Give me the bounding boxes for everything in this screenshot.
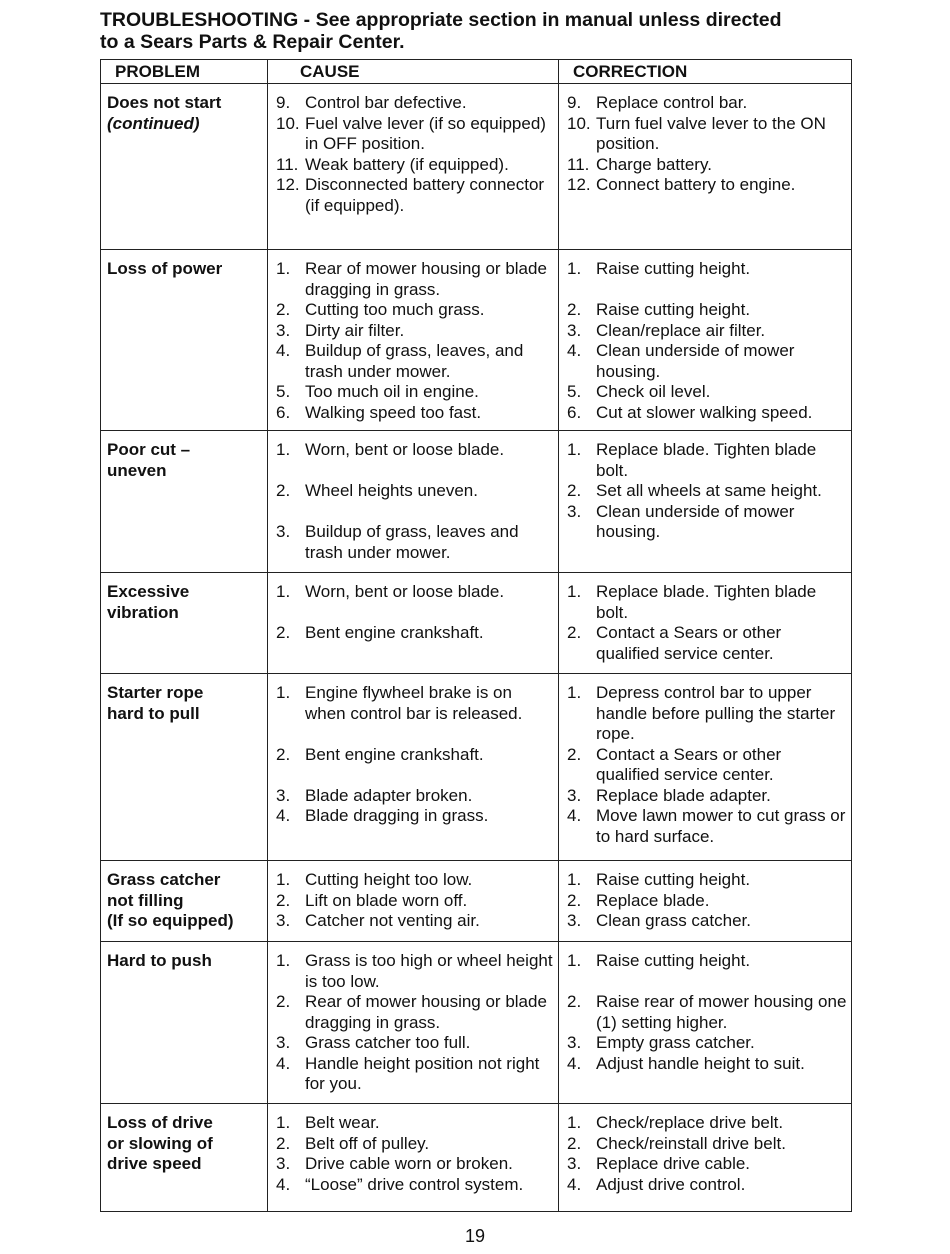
item-text: Wheel heights uneven. [305,481,478,500]
correction-item [567,481,847,502]
header-correction: CORRECTION [559,60,852,84]
item-number: 2. [276,623,291,642]
correction-item [567,951,847,972]
cause-cell [268,431,559,573]
problem-text: (If so equipped) [107,911,234,930]
item-number: 9. [567,93,582,112]
problem-text: not filling [107,890,184,910]
item-text: Check oil level. [596,382,711,401]
cause-item [276,1154,554,1175]
correction-item [567,341,847,382]
item-number: 1. [276,683,291,702]
item-number: 2. [567,744,582,764]
item-text: Contact a Sears or other qualified service center. [596,623,782,663]
item-text: Too much oil in engine. [305,382,479,401]
item-number: 2. [567,300,582,319]
cause-cell [268,1104,559,1212]
problem-text: Excessive [107,582,190,601]
problem-cell [101,573,268,674]
problem-cell [101,1104,268,1212]
cause-cell [268,674,559,861]
item-text: Blade dragging in grass. [305,806,489,825]
correction-item [567,259,847,280]
item-number: 3. [567,785,582,805]
header-problem: PROBLEM [101,60,268,84]
cause-item [276,951,554,992]
item-text: Worn, bent or loose blade. [305,582,505,601]
item-text: Buildup of grass, leaves, and trash under mower. [305,341,524,381]
cause-item [276,155,554,176]
item-number: 3. [276,320,291,340]
item-text: Handle height position not right for you. [305,1053,540,1093]
item-text: Connect battery to engine. [596,175,796,194]
correction-item [567,440,847,481]
correction-item [567,745,847,786]
correction-cell [559,861,852,942]
problem-cell [101,674,268,861]
problem-text: drive speed [107,1154,202,1173]
problem-text: uneven [107,460,167,480]
item-text: Belt wear. [305,1113,380,1132]
problem-cell [101,250,268,431]
item-number: 1. [567,1113,582,1132]
item-number: 4. [276,806,291,825]
table-row [101,674,852,861]
cause-item [276,175,554,216]
item-text: Dirty air filter. [305,320,405,340]
item-number: 1. [567,683,582,702]
cause-item [276,1113,554,1134]
table-row [101,431,852,573]
problem-text: (continued) [107,113,200,133]
item-text: Replace blade. Tighten blade bolt. [596,582,817,622]
correction-item [567,321,847,342]
item-text: Blade adapter broken. [305,785,473,805]
cause-item [276,911,554,932]
item-text: Worn, bent or loose blade. [305,440,505,459]
problem-text: Loss of drive [107,1113,213,1132]
cause-item [276,382,554,403]
item-number: 9. [276,93,291,112]
correction-item [567,382,847,403]
item-text: Raise cutting height. [596,300,751,319]
cause-item [276,1033,554,1054]
table-body [101,84,852,1212]
cause-item [276,683,554,724]
item-text: Depress control bar to upper handle before pulling the starter rope. [596,683,836,743]
item-text: Replace drive cable. [596,1154,751,1173]
item-number: 1. [567,259,582,278]
item-number: 3. [567,911,582,930]
title-line-2: to a Sears Parts & Repair Center. [100,31,405,53]
cause-item [276,1134,554,1155]
item-text: Walking speed too fast. [305,402,482,422]
problem-text: or slowing of [107,1133,213,1153]
item-number: 1. [567,951,582,970]
cause-item [276,1054,554,1095]
cause-item [276,481,554,502]
item-number: 2. [567,623,582,642]
cause-item [276,582,554,603]
spacer [276,603,554,624]
table-row [101,573,852,674]
correction-item [567,114,847,155]
cause-item [276,623,554,644]
item-text: Disconnected battery connector (if equipped). [305,175,545,215]
item-text: Fuel valve lever (if so equipped) in OFF position. [305,113,546,153]
correction-item [567,1134,847,1155]
cause-cell [268,861,559,942]
item-text: Clean grass catcher. [596,911,751,930]
item-number: 1. [567,870,582,889]
item-number: 1. [276,951,291,970]
item-number: 3. [567,320,582,340]
item-number: 5. [567,382,582,401]
item-text: Check/reinstall drive belt. [596,1133,786,1153]
cause-item [276,440,554,461]
spacer [276,765,554,786]
table-row [101,861,852,942]
item-number: 2. [276,300,291,319]
item-number: 4. [567,1053,582,1073]
table-row [101,942,852,1104]
item-number: 3. [567,1154,582,1173]
correction-item [567,786,847,807]
correction-cell [559,84,852,250]
cause-item [276,93,554,114]
item-number: 1. [567,440,582,459]
cause-item [276,806,554,827]
item-text: Buildup of grass, leaves and trash under mower. [305,522,519,562]
item-number: 3. [567,1033,582,1052]
correction-item [567,1175,847,1196]
item-text: Rear of mower housing or blade dragging in grass. [305,992,547,1032]
correction-item [567,403,847,424]
problem-text: hard to pull [107,703,200,723]
problem-cell [101,431,268,573]
correction-item [567,1113,847,1134]
problem-cell [101,942,268,1104]
correction-cell [559,674,852,861]
item-text: Empty grass catcher. [596,1033,755,1052]
item-number: 4. [567,806,582,825]
problem-cell [101,84,268,250]
cause-item [276,891,554,912]
spacer [276,461,554,482]
item-number: 2. [567,890,582,910]
item-text: “Loose” drive control system. [305,1174,524,1194]
item-text: Replace blade adapter. [596,785,771,805]
item-text: Contact a Sears or other qualified service center. [596,744,782,784]
cause-item [276,259,554,300]
item-text: Raise cutting height. [596,951,751,970]
item-number: 3. [567,501,582,521]
item-number: 4. [276,1174,291,1194]
header-cause: CAUSE [268,60,559,84]
correction-item [567,870,847,891]
item-number: 2. [276,744,291,764]
spacer [276,724,554,745]
problem-text: Does not start [107,93,222,112]
item-number: 5. [276,382,291,401]
item-number: 3. [276,522,291,541]
item-text: Cut at slower walking speed. [596,402,813,422]
cause-cell [268,250,559,431]
correction-cell [559,250,852,431]
item-text: Control bar defective. [305,93,467,112]
item-number: 6. [567,402,582,422]
problem-text: vibration [107,602,179,622]
item-number: 11. [567,154,590,174]
table-header-row [101,60,852,84]
item-text: Bent engine crankshaft. [305,623,484,642]
correction-item [567,806,847,847]
item-text: Move lawn mower to cut grass or to hard surface. [596,806,846,846]
item-number: 4. [276,341,291,360]
cause-item [276,992,554,1033]
item-text: Adjust drive control. [596,1174,746,1194]
item-number: 2. [276,992,291,1011]
cause-item [276,745,554,766]
correction-item [567,623,847,664]
item-text: Cutting too much grass. [305,300,485,319]
item-number: 1. [276,870,291,889]
correction-item [567,992,847,1033]
correction-item [567,1154,847,1175]
item-number: 2. [567,1133,582,1153]
item-number: 1. [276,582,291,601]
correction-cell [559,1104,852,1212]
problem-cell [101,861,268,942]
cause-item [276,1175,554,1196]
item-number: 3. [276,1033,291,1052]
item-number: 2. [276,890,291,910]
cause-item [276,300,554,321]
item-number: 2. [567,992,582,1011]
item-text: Bent engine crankshaft. [305,744,484,764]
correction-item [567,891,847,912]
problem-text: Hard to push [107,951,212,970]
cause-cell [268,84,559,250]
item-text: Raise rear of mower housing one (1) setting higher. [596,992,847,1032]
item-number: 2. [276,481,291,500]
correction-item [567,300,847,321]
cause-item [276,321,554,342]
item-text: Charge battery. [596,154,712,174]
title-line-1: TROUBLESHOOTING - See appropriate section in manual unless directed [100,9,782,31]
problem-text: Grass catcher [107,870,221,889]
cause-item [276,786,554,807]
correction-item [567,93,847,114]
item-text: Catcher not venting air. [305,911,480,930]
item-text: Raise cutting height. [596,259,751,278]
item-text: Weak battery (if equipped). [305,154,509,174]
item-text: Drive cable worn or broken. [305,1154,513,1173]
cause-item [276,341,554,382]
correction-item [567,502,847,543]
item-number: 1. [567,582,582,601]
item-text: Set all wheels at same height. [596,481,822,500]
cause-item [276,870,554,891]
item-number: 1. [276,1113,291,1132]
item-number: 6. [276,402,291,422]
correction-item [567,1054,847,1075]
spacer [567,280,847,301]
cause-item [276,403,554,424]
spacer [567,972,847,993]
item-number: 3. [276,911,291,930]
item-text: Clean underside of mower housing. [596,501,795,541]
item-text: Rear of mower housing or blade dragging in grass. [305,259,547,299]
table-row [101,250,852,431]
page-number: 19 [464,1226,486,1246]
item-number: 4. [567,1174,582,1194]
correction-item [567,155,847,176]
correction-cell [559,573,852,674]
table-row [101,84,852,250]
item-text: Clean underside of mower housing. [596,341,795,381]
item-text: Engine flywheel brake is on when control bar is released. [305,683,523,723]
page-title [100,9,880,53]
item-text: Belt off of pulley. [305,1133,430,1153]
correction-item [567,683,847,745]
item-text: Grass catcher too full. [305,1033,471,1052]
correction-item [567,1033,847,1054]
item-number: 3. [276,785,291,805]
problem-text: Poor cut – [107,440,191,459]
cause-cell [268,942,559,1104]
correction-cell [559,431,852,573]
correction-item [567,582,847,623]
item-text: Replace blade. [596,890,710,910]
item-text: Turn fuel valve lever to the ON position. [596,113,826,153]
troubleshooting-table [100,59,852,1212]
item-number: 10. [567,113,591,133]
cause-item [276,114,554,155]
item-number: 1. [276,259,291,278]
correction-item [567,175,847,196]
item-number: 11. [276,154,299,174]
item-text: Adjust handle height to suit. [596,1053,805,1073]
problem-text: Starter rope [107,683,204,702]
item-number: 12. [276,175,300,194]
item-text: Replace blade. Tighten blade bolt. [596,440,817,480]
table-row [101,1104,852,1212]
item-text: Replace control bar. [596,93,748,112]
cause-item [276,522,554,563]
item-text: Raise cutting height. [596,870,751,889]
item-text: Clean/replace air filter. [596,320,766,340]
correction-cell [559,942,852,1104]
item-number: 4. [567,341,582,360]
correction-item [567,911,847,932]
item-number: 12. [567,175,591,194]
item-text: Lift on blade worn off. [305,890,468,910]
item-number: 2. [276,1133,291,1153]
item-number: 2. [567,481,582,500]
problem-text: Loss of power [107,259,223,278]
item-text: Grass is too high or wheel height is too low. [305,951,553,991]
item-text: Check/replace drive belt. [596,1113,784,1132]
spacer [276,502,554,523]
item-text: Cutting height too low. [305,870,473,889]
cause-cell [268,573,559,674]
item-number: 10. [276,113,300,133]
item-number: 1. [276,440,291,459]
item-number: 4. [276,1053,291,1073]
item-number: 3. [276,1154,291,1173]
